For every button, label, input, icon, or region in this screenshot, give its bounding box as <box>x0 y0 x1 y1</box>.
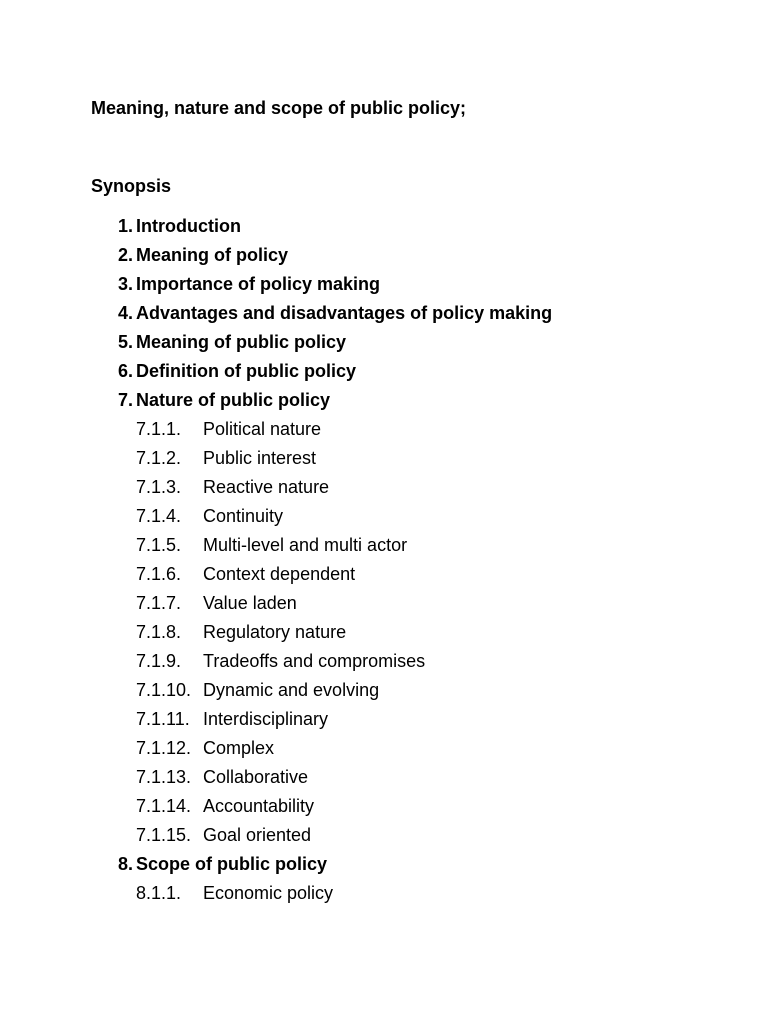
synopsis-outline-list <box>0 212 768 908</box>
outline-subitem <box>0 502 768 531</box>
outline-item-number: 7.1.3. <box>136 477 182 497</box>
outline-item <box>0 241 768 270</box>
outline-subitem <box>0 473 768 502</box>
outline-item-text: Public interest <box>203 448 317 468</box>
outline-item-number: 8.1.1. <box>136 883 182 903</box>
outline-item-number: 7.1.2. <box>136 448 182 468</box>
outline-item-text: Goal oriented <box>203 825 312 845</box>
outline-item <box>0 299 768 328</box>
outline-item-text: Continuity <box>203 506 284 526</box>
outline-item-number: 7.1.9. <box>136 651 182 671</box>
outline-item-text: Importance of policy making <box>136 274 381 294</box>
outline-item <box>0 850 768 879</box>
outline-item-number: 5. <box>117 332 133 352</box>
outline-item-text: Meaning of public policy <box>136 332 347 352</box>
outline-item-text: Tradeoffs and compromises <box>203 651 426 671</box>
document-title: Meaning, nature and scope of public policy; <box>91 98 467 118</box>
outline-item <box>0 212 768 241</box>
outline-item-text: Context dependent <box>203 564 356 584</box>
outline-item <box>0 328 768 357</box>
outline-subitem <box>0 676 768 705</box>
outline-item-number: 7.1.5. <box>136 535 182 555</box>
outline-item-number: 7.1.12. <box>136 738 192 758</box>
outline-item-number: 7. <box>117 390 133 410</box>
outline-item-text: Introduction <box>136 216 241 236</box>
outline-item-number: 7.1.14. <box>136 796 192 816</box>
synopsis-heading: Synopsis <box>91 176 172 196</box>
outline-item-text: Accountability <box>203 796 315 816</box>
outline-item-text: Economic policy <box>203 883 334 903</box>
outline-subitem <box>0 444 768 473</box>
outline-subitem <box>0 763 768 792</box>
outline-item-text: Advantages and disadvantages of policy making <box>136 303 553 323</box>
outline-item-number: 7.1.8. <box>136 622 182 642</box>
outline-item-number: 7.1.6. <box>136 564 182 584</box>
outline-item-text: Dynamic and evolving <box>203 680 380 700</box>
outline-item-number: 7.1.11. <box>136 709 190 729</box>
outline-item-text: Political nature <box>203 419 322 439</box>
outline-item-text: Interdisciplinary <box>203 709 329 729</box>
outline-item-number: 7.1.4. <box>136 506 182 526</box>
outline-subitem <box>0 647 768 676</box>
outline-item <box>0 386 768 415</box>
outline-subitem <box>0 618 768 647</box>
outline-item-number: 1. <box>117 216 133 236</box>
outline-item-number: 7.1.13. <box>136 767 192 787</box>
outline-item-text: Definition of public policy <box>136 361 356 381</box>
outline-item <box>0 270 768 299</box>
outline-item-number: 7.1.7. <box>136 593 182 613</box>
outline-item-text: Collaborative <box>203 767 309 787</box>
outline-item-text: Meaning of policy <box>136 245 289 265</box>
outline-item-text: Multi-level and multi actor <box>203 535 408 555</box>
outline-item-text: Nature of public policy <box>136 390 331 410</box>
outline-item-number: 6. <box>117 361 133 381</box>
outline-item-number: 7.1.1. <box>136 419 182 439</box>
outline-item-number: 2. <box>117 245 133 265</box>
outline-item-text: Complex <box>203 738 275 758</box>
outline-item-number: 4. <box>117 303 133 323</box>
outline-item-text: Reactive nature <box>203 477 330 497</box>
outline-item <box>0 357 768 386</box>
outline-subitem <box>0 734 768 763</box>
outline-item-number: 8. <box>117 854 133 874</box>
outline-item-number: 7.1.15. <box>136 825 192 845</box>
outline-item-text: Scope of public policy <box>136 854 328 874</box>
outline-subitem <box>0 589 768 618</box>
outline-item-text: Value laden <box>203 593 297 613</box>
outline-item-text: Regulatory nature <box>203 622 347 642</box>
outline-subitem <box>0 879 768 908</box>
outline-subitem <box>0 705 768 734</box>
outline-subitem <box>0 560 768 589</box>
outline-item-number: 3. <box>117 274 133 294</box>
outline-subitem <box>0 415 768 444</box>
outline-item-number: 7.1.10. <box>136 680 192 700</box>
outline-subitem <box>0 821 768 850</box>
outline-subitem <box>0 531 768 560</box>
outline-subitem <box>0 792 768 821</box>
